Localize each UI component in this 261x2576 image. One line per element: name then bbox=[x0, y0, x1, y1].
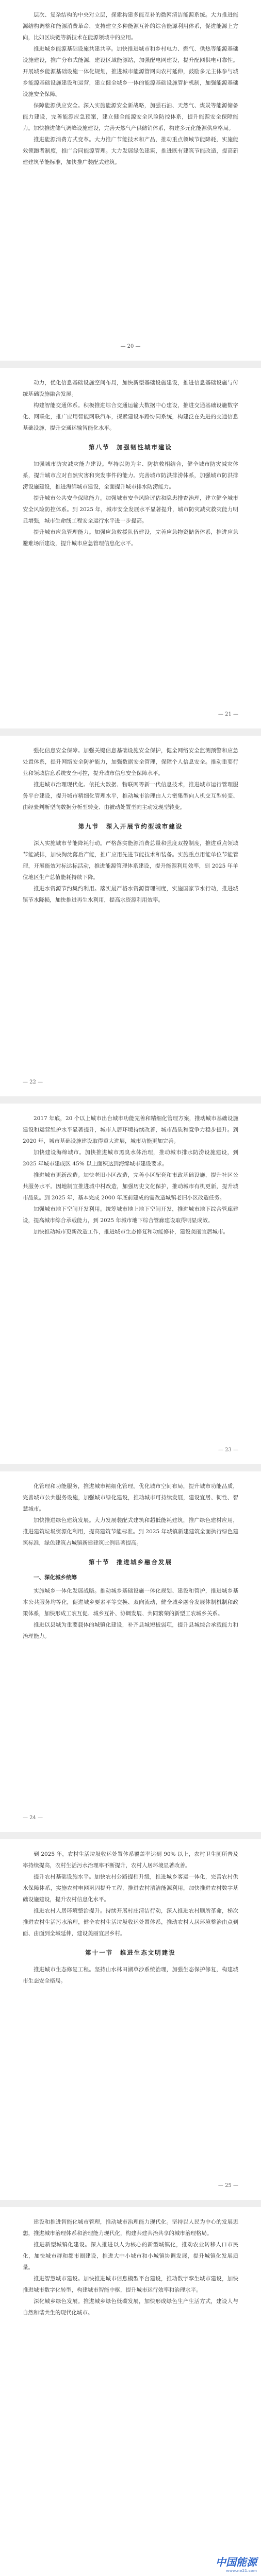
body-paragraph: 深入实施城市节能降耗行动。严格落实能源消费总量和强度双控制度，推进重点领域节能减排，加快淘汰落后产能，推广应用先进节能技术和装备。实施重点用能单位节能管理，开展能效对标达标活动，推进能源管理体系建设，提升能源利用效率，到 2025 年单位地区生产总值能耗持续下降。 bbox=[23, 840, 238, 880]
watermark-logo bbox=[216, 2554, 257, 2573]
body-paragraph: 推进智慧城市建设。加快推进城市信息模型平台建设，推动数字孪生城市建设，加快推进城市数字化转型，构建城市智能中枢，提升城市运行效率和治理水平。 bbox=[23, 2276, 238, 2293]
body-paragraph: 动力，优化信息基础设施空间布局，加快新型基础设施建设，推进信息基础设施与传统基础设施融合发展。 bbox=[23, 380, 238, 397]
body-paragraph: 构建智能交通体系。积极推进综合交通运输大数据中心建设，推进交通基础设施数字化、网联化，推广应用智能网联汽车，探索建设车路协同系统，构建泛在先进的交通信息基础设施，提升交通运输智能化水平。 bbox=[23, 402, 238, 431]
body-paragraph: 2017 年底，20 个以上城市出台城市功能完善和精细化管理方案，推动城市基础设施建设和运营维护水平显著提升，城市人居环境持续改善，城市品质和竞争力稳步提升。到 2020 年，城市基础设施建设取得重大进展，城市功能更加完善。 bbox=[23, 1115, 238, 1144]
body-paragraph: 推进城乡能源基础设施共建共享。加快推进城市和乡村电力、燃气、供热等能源基础设施建设，推广分布式能源，建设区域能源站，加强配电网建设，提升配网供电可靠性。开展城乡能源基础设施一体化规划，推进城市能源管网向农村延伸，鼓励多元主体参与城乡能源基础设施建设和运营，建立健全城乡一体的能源基础设施管护机制，加强能源基础设施安全保障。 bbox=[23, 46, 238, 97]
page-body bbox=[23, 2216, 238, 2318]
body-paragraph: 推进城市治理现代化。依托大数据、物联网等新一代信息技术，推进城市运行管理服务平台建设，提升城市精细化管理水平，推动城市治理由人力密集型向人机交互型转变、由经验判断型向数据分析型转变、由被动处置型向主动发现型转变。 bbox=[23, 782, 238, 810]
body-paragraph: 实施城乡一体化发展战略。推动城乡基础设施一体化规划、建设和管护，推进城乡基本公共服务均等化，促进城乡要素平等交换、双向流动，健全城乡融合发展体制机制和政策体系，加快形成工农互促、城乡互补、协调发展、共同繁荣的新型工农城乡关系。 bbox=[23, 1588, 238, 1617]
page-number: — 25 — bbox=[218, 2183, 238, 2189]
document-page-1 bbox=[0, 0, 261, 361]
section-heading: 第十一节 推进生态文明建设 bbox=[85, 1949, 176, 1956]
document-page-6 bbox=[0, 1839, 261, 2200]
body-paragraph: 推进农村人居环境整治提升。持续开展村庄清洁行动，深入推进农村厕所革命，梯次推进农村生活污水治理，健全农村生活垃圾收运处置体系，推动农村人居环境整治由点到面、由面到全域延伸，建设美丽宜居乡村。 bbox=[23, 1908, 238, 1937]
page-number: — 22 — bbox=[23, 1079, 43, 1085]
body-paragraph: 加快建设海绵城市。加快推进城市黑臭水体治理，推动城市排水防涝设施建设，到 2025 年城市建成区 45% 以上面积达到海绵城市建设要求。 bbox=[23, 1149, 238, 1167]
body-paragraph: 保障能源供应安全。深入实施能源安全新战略，加强石油、天然气、煤炭等能源储备能力建设，完善能源应急预案，建立健全能源安全风险防控体系，提升能源安全保障能力。加快推进储气调峰设施建设，完善天然气产供储销体系，构建多元化能源供应格局。 bbox=[23, 103, 238, 131]
body-paragraph: 层次、复杂结构的中央对立层，探索构建多能互补的微网清洁能源系统。大力推进能源结构调整和能源消费革命，支持建立多种能源互补的综合能源利用体系，促进能源上方向，比如区块链等新技术在能源领域中的应用。 bbox=[23, 12, 238, 41]
document-page-5 bbox=[0, 1471, 261, 1832]
document-page-2 bbox=[0, 368, 261, 728]
body-paragraph: 强化信息安全保障。加强关键信息基础设施安全保护，健全网络安全监测预警和应急处置体系，提升网络安全防护能力，加强数据安全管理，保障个人信息安全。推动重要行业和领域信息系统安全可控，提升城市信息安全保障水平。 bbox=[23, 748, 238, 776]
page-body bbox=[23, 1481, 238, 1642]
body-paragraph: 推进城市更新改造。加快老旧小区改造，完善小区配套和市政基础设施，提升社区公共服务水平。因地制宜推进城中村改造，加强历史文化保护，推动城市有机更新，提升城市品质。到 2025 年，基本完成 2000 年底前建成的需改造城镇老旧小区改造任务。 bbox=[23, 1172, 238, 1201]
page-body bbox=[23, 377, 238, 549]
subsection-heading: 一、深化城乡统筹 bbox=[34, 1574, 77, 1581]
document-page-7 bbox=[0, 2207, 261, 2576]
watermark-url: www.ne21.com bbox=[226, 2569, 257, 2573]
body-paragraph: 建设和推进智能化城市管理，推动城市治理能力现代化。坚持以人民为中心的发展思想，推进城市治理体系和治理能力现代化，构建共建共治共享的城市治理格局。 bbox=[23, 2219, 238, 2236]
body-paragraph: 到 2025 年，农村生活垃圾收运处置体系覆盖率达到 90% 以上，农村卫生厕所普及率持续提高，农村生活污水治理率不断提升，农村人居环境显著改善。 bbox=[23, 1851, 238, 1869]
page-number: — 20 — bbox=[120, 344, 141, 349]
body-paragraph: 加快推进绿色建筑发展。大力发展装配式建筑和超低能耗建筑，推广绿色建材应用，推进建筑垃圾资源化利用，提高建筑节能标准。到 2025 年城镇新建建筑全面执行绿色建筑标准，绿色建筑占城镇新建建筑比例显著提高。 bbox=[23, 1517, 238, 1546]
body-paragraph: 深化城乡绿色发展。推进城乡绿色低碳发展，加快形成绿色生产生活方式，建设人与自然和谐共生的现代化城市。 bbox=[23, 2298, 238, 2316]
section-heading: 第九节 深入开展节约型城市建设 bbox=[78, 823, 183, 830]
body-paragraph: 推进以县城为重要载体的城镇化建设，补齐县城短板弱项，提升县城综合承载能力和治理能力。 bbox=[23, 1622, 238, 1639]
body-paragraph: 提升城市应急管理能力。加强应急救援队伍建设，完善应急物资储备体系，推进应急避难场所建设，提升城市应急管理信息化水平。 bbox=[23, 529, 238, 547]
body-paragraph: 提升城市公共安全保障能力。加强城市安全风险评估和隐患排查治理，建立健全城市安全风险防控体系。到 2025 年，城市安全发展水平显著提升，城市防灾减灾救灾能力明显增强，城市生命线工程安全运行水平进一步提高。 bbox=[23, 495, 238, 524]
body-paragraph: 推进城市生态修复工程。坚持山水林田湖草沙系统治理，加强生态保护修复，构建城市生态安全格局。 bbox=[23, 1967, 238, 1984]
body-paragraph: 推进水资源节约集约利用。落实最严格水资源管理制度，实施国家节水行动，推进城镇节水降损，加快推进再生水利用，提高水资源利用效率。 bbox=[23, 886, 238, 903]
body-paragraph: 推进能源消费方式变革。大力推广节能技术和产品，推动重点领域节能降耗，实施能效领跑者制度，推广合同能源管理。大力发展绿色建筑，推进既有建筑节能改造，提高新建建筑节能标准，加快推广装配式建筑。 bbox=[23, 137, 238, 165]
body-paragraph: 加强城市防灾减灾能力建设。坚持以防为主、防抗救相结合，健全城市防灾减灾体系，提升城市应对自然灾害和突发事件的能力。完善城市防洪排涝体系，加强城市防洪排涝设施建设，推进海绵城市建设，全面提升城市排水防涝能力。 bbox=[23, 461, 238, 490]
section-heading: 第十节 推进城乡融合发展 bbox=[89, 1558, 172, 1566]
page-body bbox=[23, 9, 238, 168]
watermark-text: 中国能源 bbox=[216, 2556, 257, 2568]
body-paragraph: 加强城市地下空间开发利用。统筹城市地上地下空间开发，推进城市地下综合管廊建设，提高城市综合承载能力，到 2025 年城市地下综合管廊建设取得明显成效。 bbox=[23, 1206, 238, 1224]
page-body bbox=[23, 1113, 238, 1238]
document-page-3 bbox=[0, 736, 261, 1096]
page-body bbox=[23, 1849, 238, 1987]
document-page-4 bbox=[0, 1104, 261, 1464]
page-number: — 21 — bbox=[218, 711, 238, 717]
section-heading: 第八节 加强韧性城市建设 bbox=[89, 444, 172, 451]
body-paragraph: 推进新型城镇化建设。深入推进以人为核心的新型城镇化，推动农业转移人口市民化，加快城市群和都市圈建设，推进大中小城市和小城镇协调发展，提升城镇化发展质量。 bbox=[23, 2242, 238, 2270]
body-paragraph: 加快推动城市更新改造工作，推进城市生态修复和功能修补，建设美丽宜居城市。 bbox=[34, 1229, 229, 1235]
page-number: — 23 — bbox=[218, 1447, 238, 1453]
body-paragraph: 化管理和功能服务，推进城市精细化管理。优化城市空间布局，提升城市功能品质，完善城市公共服务设施，加强城市绿化建设，推动城市可持续发展，建设宜居、韧性、智慧城市。 bbox=[23, 1483, 238, 1512]
page-body bbox=[23, 745, 238, 906]
page-number: — 24 — bbox=[23, 1815, 43, 1821]
body-paragraph: 提升农村基础设施水平。加快农村公路提档升级，推进城乡客运一体化，完善农村供水保障体系，实施农村电网巩固提升工程，推进农村清洁能源利用，加快推进农村数字基础设施建设，提升农村信息化水平。 bbox=[23, 1874, 238, 1903]
